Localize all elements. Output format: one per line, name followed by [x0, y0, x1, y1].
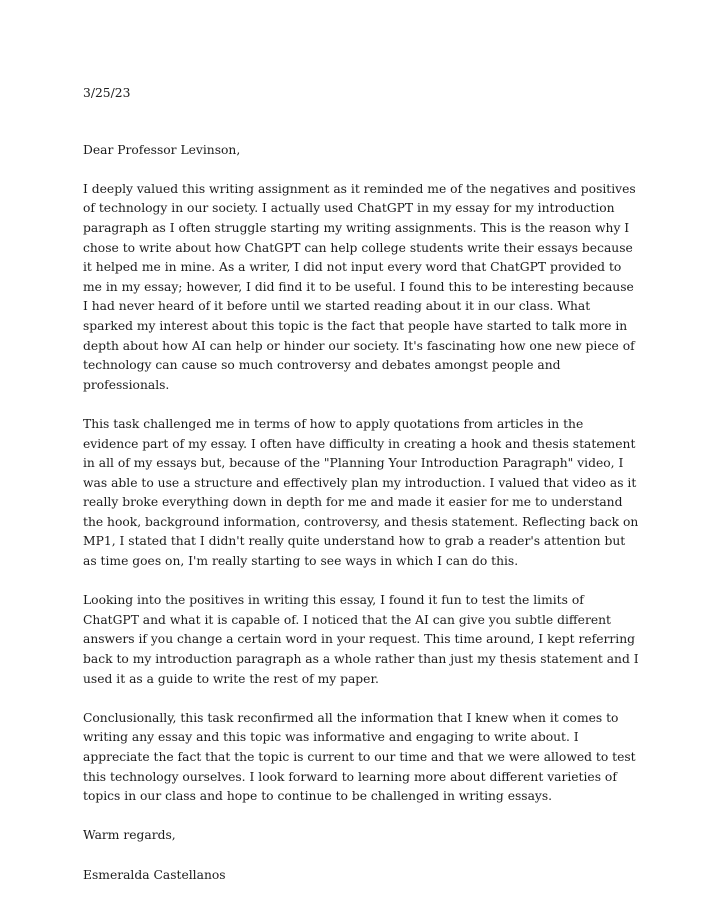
- paragraph-2: This task challenged me in terms of how to apply quotations from articles in the evidence part of my essay. I often have difficulty in creating a hook and thesis statement in all of my essays but, because of the "Planning Your Introduction Paragraph" video, I was able to use a structure and effectively plan my introduction. I valued that video as it really broke everything down in depth for me and made it easier for me to understand the hook, background information, controversy, and thesis statement. Reflecting back on MP1, I stated that I didn't really quite understand how to grab a reader's attention but as time goes on, I'm really starting to see ways in which I can do this.: [83, 416, 639, 569]
- paragraph-1: I deeply valued this writing assignment as it reminded me of the negatives and positives of technology in our society. I actually used ChatGPT in my essay for my introduction paragraph as I often struggle starting my writing assignments. This is the reason why I chose to write about how ChatGPT can help college students write their essays because it helped me in mine. As a writer, I did not input every word that ChatGPT provided to me in my essay; however, I did find it to be useful. I found this to be interesting because I had never heard of it before until we started reading about it in our class. What sparked my interest about this topic is the fact that people have started to talk more in depth about how AI can help or hinder our society. It's fascinating how one new piece of technology can cause so much controversy and debates amongst people and professionals.: [83, 181, 636, 392]
- letter-closing: Warm regards,: [83, 828, 176, 843]
- letter-signature: Esmeralda Castellanos: [83, 867, 226, 882]
- paragraph-4: Conclusionally, this task reconfirmed all the information that I knew when it comes to writing any essay and this topic was informative and engaging to write about. I appreciate the fact that the topic is current to our time and that we were allowed to test this technology ourselves. I look forward to learning more about different varieties of topics in our class and hope to continue to be challenged in writing essays.: [83, 710, 636, 804]
- letter-salutation: Dear Professor Levinson,: [83, 142, 241, 157]
- letter-body: [83, 84, 639, 885]
- paragraph-3: Looking into the positives in writing this essay, I found it fun to test the limits of ChatGPT and what it is capable of. I noticed that the AI can give you subtle different answers if you change a certain word in your request. This time around, I kept referring back to my introduction paragraph as a whole rather than just my thesis statement and I used it as a guide to write the rest of my paper.: [83, 593, 639, 686]
- letter-date: 3/25/23: [83, 86, 131, 100]
